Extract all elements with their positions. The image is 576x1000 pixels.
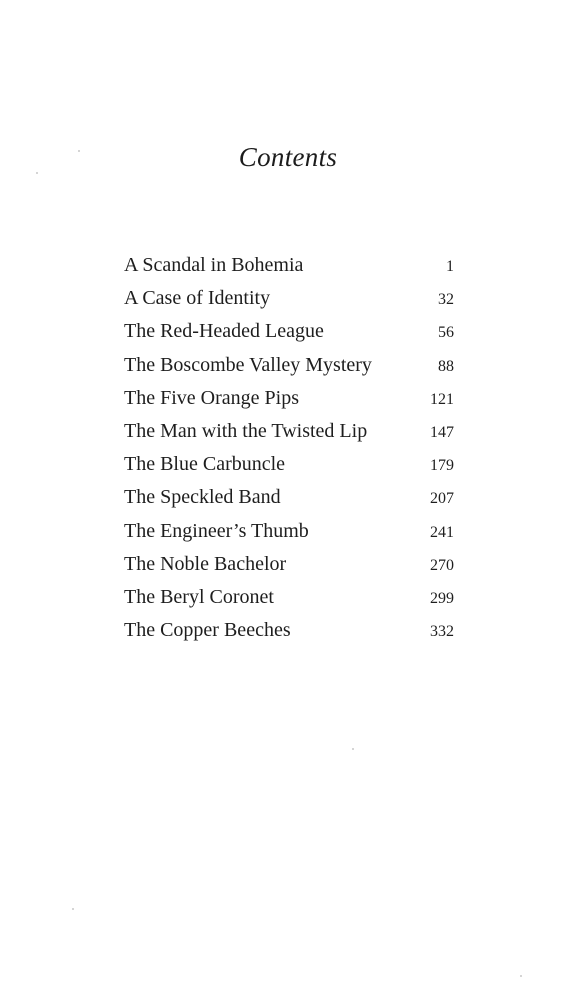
toc-entry-title: The Five Orange Pips bbox=[124, 386, 299, 409]
toc-entry-page: 299 bbox=[430, 589, 454, 607]
toc-entry-page: 179 bbox=[430, 457, 454, 475]
toc-entry-page: 121 bbox=[430, 390, 454, 408]
page-title: Contents bbox=[238, 142, 338, 172]
toc-entry-page: 147 bbox=[430, 423, 454, 441]
paper-speck bbox=[520, 975, 522, 977]
toc-entry-page: 1 bbox=[446, 258, 454, 275]
toc-entry bbox=[124, 553, 454, 586]
toc-entry-title: The Copper Beeches bbox=[124, 619, 291, 642]
table-of-contents bbox=[124, 254, 454, 652]
paper-speck bbox=[78, 150, 80, 152]
toc-entry bbox=[124, 420, 454, 453]
toc-entry-title: A Scandal in Bohemia bbox=[124, 254, 304, 276]
toc-entry-page: 332 bbox=[430, 623, 454, 641]
toc-entry-title: The Beryl Coronet bbox=[124, 585, 274, 608]
paper-speck bbox=[36, 172, 38, 174]
paper-speck bbox=[352, 748, 354, 750]
toc-entry-page: 32 bbox=[438, 291, 454, 309]
toc-entry bbox=[124, 287, 454, 320]
toc-entry bbox=[124, 486, 454, 519]
toc-entry bbox=[124, 320, 454, 353]
toc-entry-page: 88 bbox=[438, 357, 454, 375]
toc-entry bbox=[124, 453, 454, 486]
toc-entry-title: The Engineer’s Thumb bbox=[124, 519, 309, 542]
toc-entry-title: The Man with the Twisted Lip bbox=[124, 419, 368, 442]
toc-entry bbox=[124, 387, 454, 420]
toc-entry-title: The Speckled Band bbox=[124, 486, 281, 509]
toc-entry-page: 56 bbox=[438, 324, 454, 342]
toc-entry bbox=[124, 254, 454, 287]
toc-entry-title: A Case of Identity bbox=[124, 287, 271, 310]
toc-entry-page: 207 bbox=[430, 490, 454, 508]
toc-entry-title: The Noble Bachelor bbox=[124, 552, 287, 575]
toc-entry bbox=[124, 520, 454, 553]
toc-entry bbox=[124, 619, 454, 652]
toc-entry-page: 270 bbox=[430, 556, 454, 574]
toc-entry-page: 241 bbox=[430, 523, 454, 541]
toc-entry-title: The Blue Carbuncle bbox=[124, 453, 286, 476]
toc-entry-title: The Boscombe Valley Mystery bbox=[124, 353, 372, 376]
toc-entry-title: The Red-Headed League bbox=[124, 320, 324, 343]
paper-speck bbox=[72, 908, 74, 910]
toc-entry bbox=[124, 354, 454, 387]
toc-entry bbox=[124, 586, 454, 619]
